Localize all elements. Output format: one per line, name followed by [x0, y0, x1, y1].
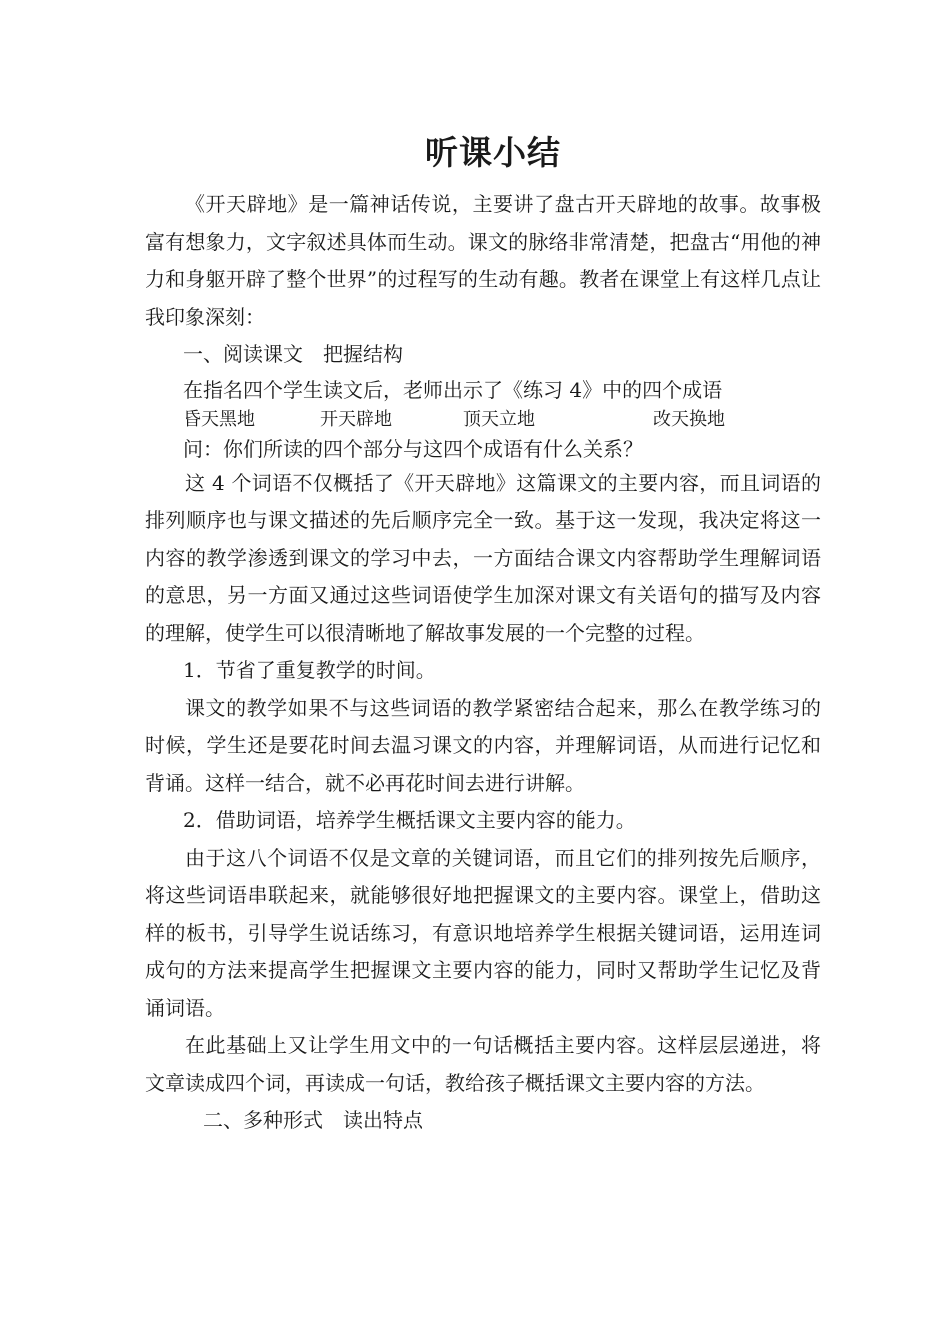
point-heading: 2．借助词语，培养学生概括课文主要内容的能力。 [183, 808, 636, 832]
paragraph: 在此基础上又让学生用文中的一句话概括主要内容。这样层层递进，将文章读成四个词，再读成一句话，教给孩子概括课文主要内容的方法。 [145, 1033, 821, 1095]
question-line: 问：你们所读的四个部分与这四个成语有什么关系？ [183, 436, 643, 461]
idiom-item: 昏天黑地 [183, 408, 255, 430]
idiom-item: 开天辟地 [320, 408, 392, 430]
paragraph: 由于这八个词语不仅是文章的关键词语，而且它们的排列按先后顺序，将这些词语串联起来，就能够很好地把握课文的主要内容。课堂上，借助这样的板书，引导学生说话练习，有意识地培养学生根据关键词语，运用连词成句的方法来提高学生把握课文主要内容的能力，同时又帮助学生记忆及背诵词语。 [145, 845, 821, 1020]
section2-heading: 二、多种形式 读出特点 [203, 1108, 423, 1132]
intro-paragraph: 《开天辟地》是一篇神话传说，主要讲了盘古开天辟地的故事。故事极富有想象力，文字叙述具体而生动。课文的脉络非常清楚，把盘古“用他的神力和身躯开辟了整个世界”的过程写的生动有趣。教者在课堂上有这样几点让我印象深刻： [145, 192, 821, 329]
section1-line: 在指名四个学生读文后，老师出示了《练习 4》中的四个成语 [183, 377, 723, 402]
paragraph: 课文的教学如果不与这些词语的教学紧密结合起来，那么在教学练习的时候，学生还是要花时间去温习课文的内容，并理解词语，从而进行记忆和背诵。这样一结合，就不必再花时间去进行讲解。 [145, 695, 821, 795]
section1-heading: 一、阅读课文 把握结构 [183, 342, 403, 366]
point-heading: 1．节省了重复教学的时间。 [183, 658, 436, 682]
idiom-item: 顶天立地 [463, 408, 535, 430]
page-title: 听课小结 [425, 133, 561, 172]
idiom-item: 改天换地 [653, 408, 725, 430]
document-body [145, 186, 821, 1140]
idiom-list [145, 407, 821, 433]
paragraph: 这 4 个词语不仅概括了《开天辟地》这篇课文的主要内容，而且词语的排列顺序也与课文描述的先后顺序完全一致。基于这一发现，我决定将这一内容的教学渗透到课文的学习中去，一方面结合课文内容帮助学生理解词语的意思，另一方面又通过这些词语使学生加深对课文有关语句的描写及内容的理解，使学生可以很清晰地了解故事发展的一个完整的过程。 [145, 470, 821, 645]
